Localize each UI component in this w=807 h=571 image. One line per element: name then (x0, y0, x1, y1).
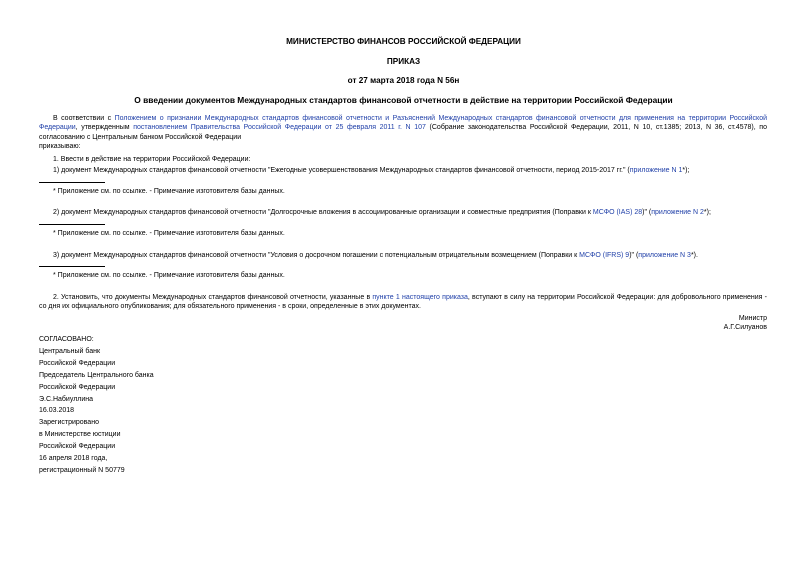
approval-line: Российской Федерации (39, 383, 116, 391)
item2-paragraph (39, 293, 767, 312)
order-word: приказываю: (39, 143, 81, 151)
preamble-text-3: (Собрание законодательства Российской Федерации, 2011, N 10, ст.1385; 2013, N 36, ст.4578), по согласованию с Центральным банком Российской Федерации (39, 124, 767, 141)
preamble-text-1: В соответствии с (53, 115, 115, 122)
sub2-end: *); (703, 209, 711, 216)
document-title: О введении документов Международных стандартов финансовой отчетности в действие на территории Российской Федерации (134, 95, 673, 105)
preamble-text-2: , утвержденным (75, 124, 134, 132)
ias28-link[interactable]: МСФО (IAS) 28 (592, 209, 643, 216)
sub3-mid: )" ( (629, 252, 639, 259)
government-decree-link[interactable]: постановлением Правительства Российской Федерации от 25 февраля 2011 г. N 107 (133, 124, 426, 132)
item1-sub2 (53, 208, 711, 217)
footnote-1: * Приложение см. по ссылке. - Примечание изготовителя базы данных. (53, 188, 285, 195)
registration-line: в Министерстве юстиции (39, 431, 121, 439)
appendix-3-link[interactable]: приложение N 3 (638, 252, 691, 259)
approval-line: Председатель Центрального банка (39, 371, 154, 379)
appendix-2-link[interactable]: приложение N 2 (651, 209, 704, 216)
regulation-link[interactable]: Положением о признании Международных стандартов финансовой отчетности и Разъяснений Международных стандартов финансовой отчетности для применения на территории Российской Федерации (39, 115, 767, 132)
sub3-text: 3) документ Международных стандартов финансовой отчетности "Условия о досрочном погашении с потенциальным отрицательным возмещением (Поправки к (53, 252, 580, 259)
registration-line: Зарегистрировано (39, 419, 99, 427)
approval-line: Э.С.Набиуллина (39, 395, 94, 403)
registration-line: 16 апреля 2018 года, (39, 455, 108, 463)
item2 (39, 293, 767, 312)
item1-sub1 (53, 166, 689, 175)
sub2-mid: )" ( (642, 209, 652, 216)
approval-line: СОГЛАСОВАНО: (39, 336, 94, 343)
sub3-end: *). (690, 252, 698, 259)
sub1-text: 1) документ Международных стандартов финансовой отчетности "Ежегодные усовершенствования Международных стандартов финансовой отчетности, период 2015-2017 гг." ( (53, 167, 630, 174)
sub2-text: 2) документ Международных стандартов финансовой отчетности "Долгосрочные вложения в ассоциированные организации и совместные предприятия (Поправки к (53, 209, 593, 216)
ifrs9-link[interactable]: МСФО (IFRS) 9 (579, 252, 630, 259)
appendix-1-link[interactable]: приложение N 1 (629, 167, 683, 174)
approval-line: Российской Федерации (39, 359, 116, 367)
approval-block (39, 334, 154, 477)
item1-intro: 1. Ввести в действие на территории Российской Федерации: (53, 156, 251, 163)
item1-sub3 (53, 251, 698, 260)
ministry-heading: МИНИСТЕРСТВО ФИНАНСОВ РОССИЙСКОЙ ФЕДЕРАЦИИ (286, 37, 521, 46)
footnote-divider (39, 182, 105, 183)
approval-line: Центральный банк (39, 347, 101, 355)
footnote-2: * Приложение см. по ссылке. - Примечание изготовителя базы данных. (53, 230, 285, 237)
signature-block (600, 314, 767, 333)
registration-line: регистрационный N 50779 (39, 466, 125, 474)
item2-text-2: , вступают в силу на территории Российской Федерации: для добровольного применения - со дня их официального опубликования; для обязательного применения - в сроки, определенные в этих документах. (39, 294, 767, 311)
preamble-paragraph (39, 114, 767, 142)
date-number-heading: от 27 марта 2018 года N 56н (347, 76, 460, 85)
approval-line: 16.03.2018 (39, 407, 75, 415)
signer-name: А.Г.Силуанов (723, 324, 767, 332)
sub1-end: *); (682, 167, 690, 174)
footnote-divider (39, 266, 105, 267)
doc-type-heading: ПРИКАЗ (386, 57, 421, 66)
footnote-3: * Приложение см. по ссылке. - Примечание изготовителя базы данных. (53, 272, 285, 279)
item2-text-1: 2. Установить, что документы Международных стандартов финансовой отчетности, указанные в (53, 294, 373, 301)
preamble (39, 114, 767, 152)
registration-line: Российской Федерации (39, 443, 116, 451)
footnote-divider (39, 224, 105, 225)
signer-position: Министр (738, 315, 767, 322)
item1-reference-link[interactable]: пункте 1 настоящего приказа (372, 294, 468, 301)
